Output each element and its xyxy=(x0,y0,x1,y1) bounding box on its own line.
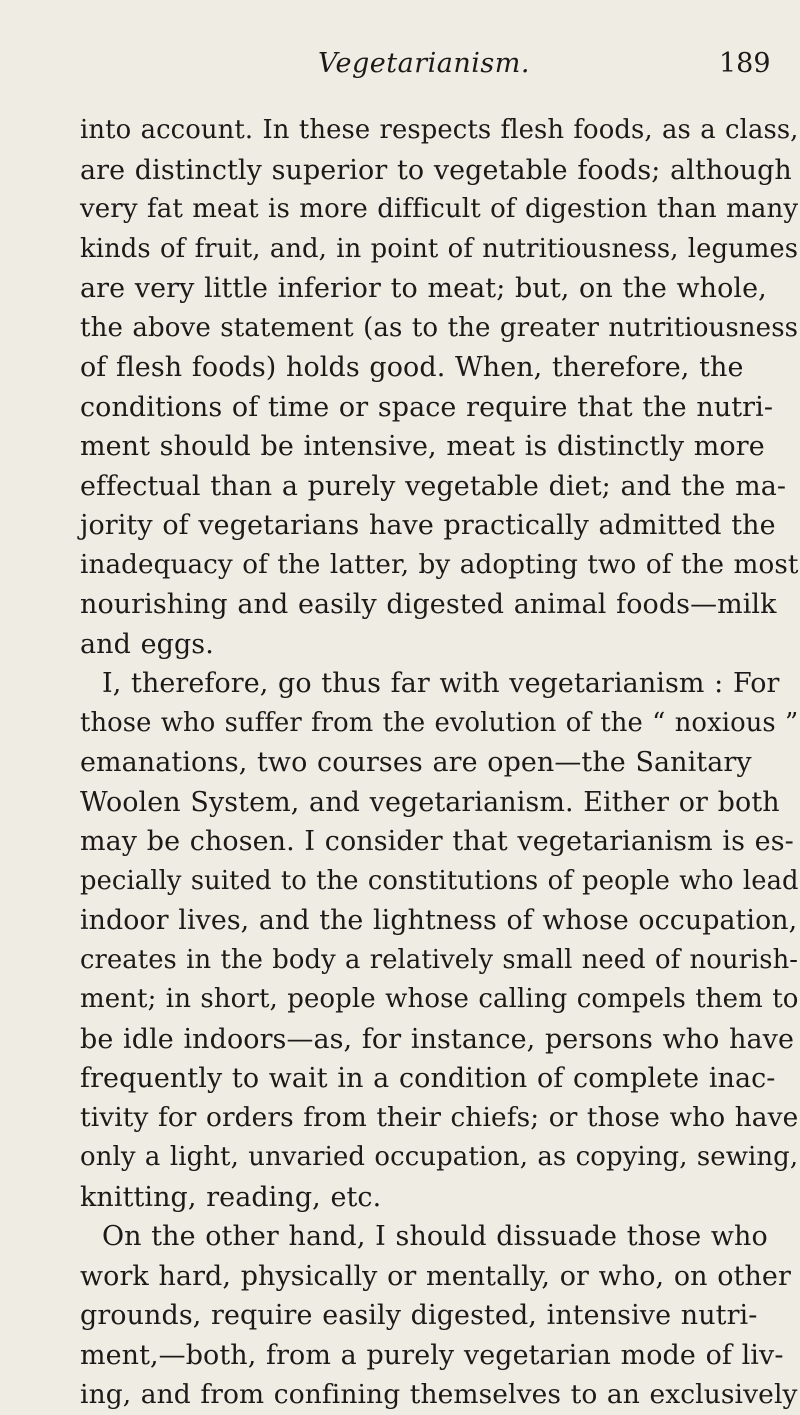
text-line: emanations, two courses are open—the Sanitary xyxy=(80,747,752,778)
text-line: jority of vegetarians have practically admitted the xyxy=(80,510,776,541)
text-line: effectual than a purely vegetable diet; and the ma- xyxy=(80,470,787,502)
text-line: inadequacy of the latter, by adopting two of the most xyxy=(80,549,799,580)
text-line: the above statement (as to the greater nutritiousness xyxy=(80,312,799,343)
text-line: into account. In these respects flesh foods, as a class, xyxy=(80,115,799,145)
text-line: are very little inferior to meat; but, on the whole, xyxy=(80,273,767,304)
page-header xyxy=(0,48,800,88)
text-line: grounds, require easily digested, intensive nutri- xyxy=(80,1300,758,1331)
text-line: be idle indoors—as, for instance, persons who have xyxy=(80,1023,795,1055)
text-line: very fat meat is more difficult of digestion than many xyxy=(80,194,799,224)
text-line: work hard, physically or mentally, or who, on other xyxy=(80,1260,791,1292)
text-line: frequently to wait in a condition of complete inac- xyxy=(80,1063,776,1094)
running-title: Vegetarianism. xyxy=(318,48,530,79)
text-line: ment should be intensive, meat is distinctly more xyxy=(80,431,765,462)
text-line: are distinctly superior to vegetable foods; although xyxy=(80,154,792,186)
text-line: pecially suited to the constitutions of people who lead xyxy=(80,865,799,896)
text-line: ment; in short, people whose calling compels them to xyxy=(80,984,799,1014)
text-line: of flesh foods) holds good. When, therefore, the xyxy=(80,352,744,383)
text-line: On the other hand, I should dissuade those who xyxy=(102,1221,768,1252)
text-line: kinds of fruit, and, in point of nutritiousness, legumes xyxy=(80,233,799,264)
text-line: knitting, reading, etc. xyxy=(80,1181,382,1213)
text-line: conditions of time or space require that the nutri- xyxy=(80,391,774,423)
text-line: Woolen System, and vegetarianism. Either or both xyxy=(80,786,780,818)
body-text xyxy=(80,111,800,1415)
text-line: ment,—both, from a purely vegetarian mode of liv- xyxy=(80,1339,784,1371)
text-line: ing, and from confining themselves to an exclusively xyxy=(80,1379,798,1410)
text-line: may be chosen. I consider that vegetarianism is es- xyxy=(80,826,794,857)
text-line: and eggs. xyxy=(80,628,214,660)
text-line: creates in the body a relatively small need of nourish- xyxy=(80,944,799,975)
page-number: 189 xyxy=(719,48,771,79)
text-line: indoor lives, and the lightness of whose occupation, xyxy=(80,905,798,936)
text-line: tivity for orders from their chiefs; or those who have xyxy=(80,1102,799,1133)
text-line: nourishing and easily digested animal foods—milk xyxy=(80,589,777,620)
text-line: only a light, unvaried occupation, as copying, sewing, xyxy=(80,1142,799,1172)
text-line: I, therefore, go thus far with vegetarianism : For xyxy=(102,668,780,699)
text-line: those who suffer from the evolution of the “ noxious ” xyxy=(80,707,799,738)
